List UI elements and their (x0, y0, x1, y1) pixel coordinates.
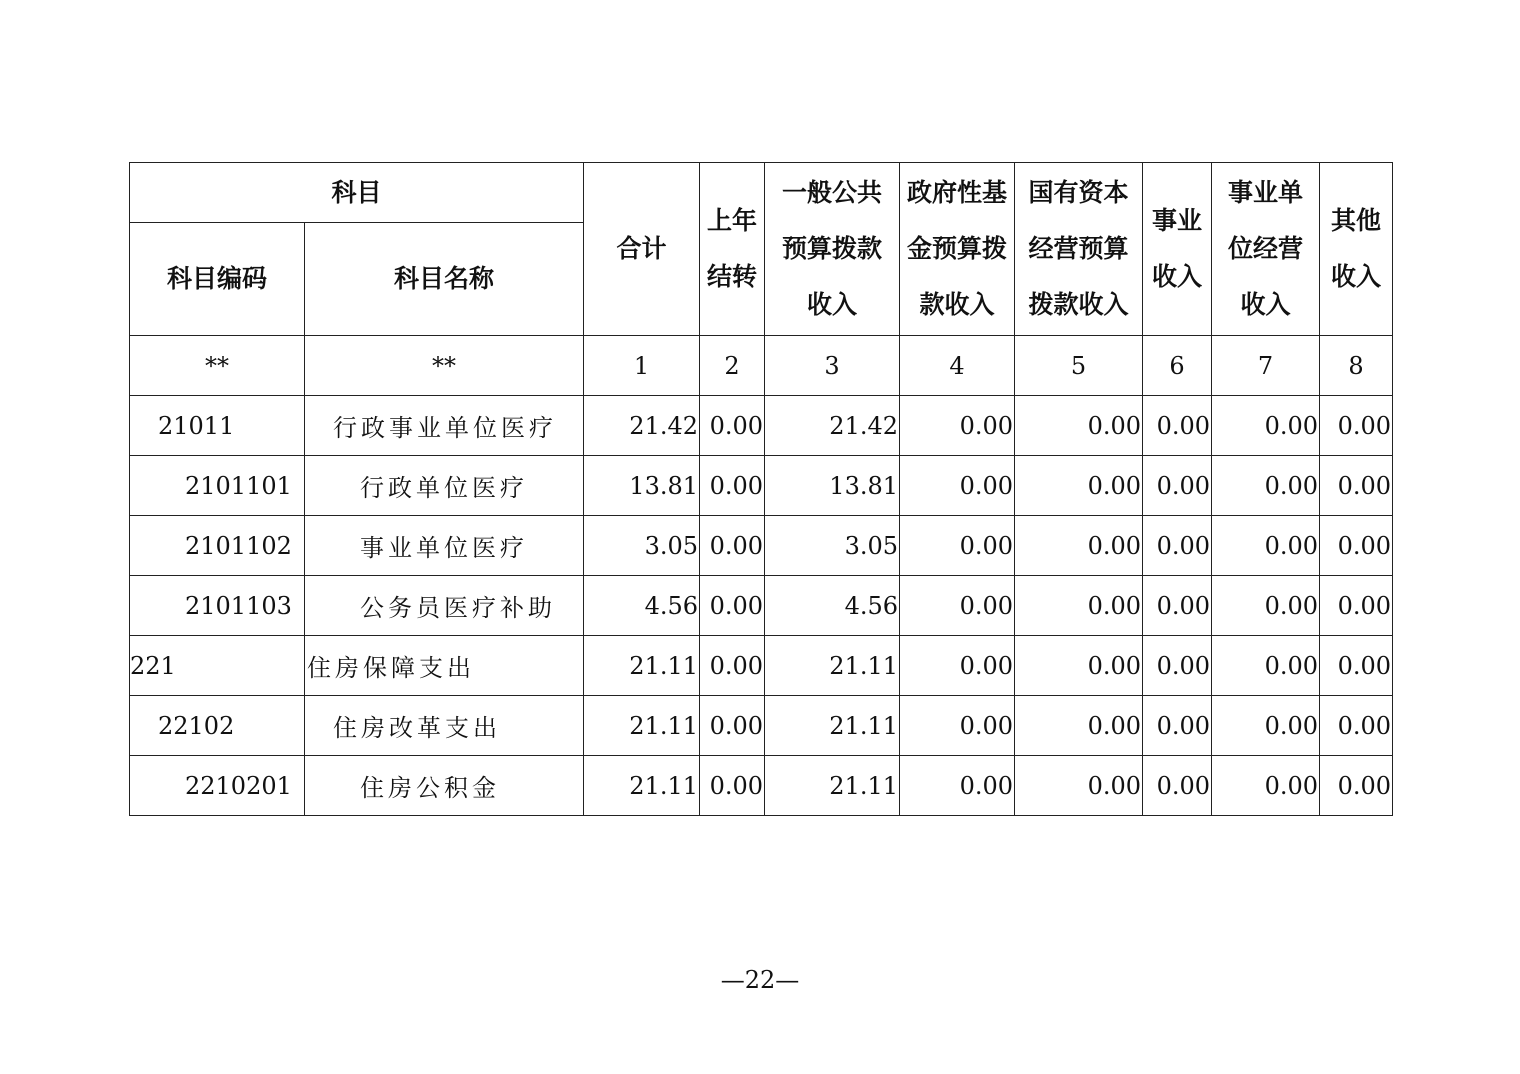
value-cell: 0.00 (1212, 636, 1320, 696)
header-general-budget-line3: 收入 (807, 290, 858, 319)
value-cell: 21.11 (765, 756, 900, 816)
header-total (584, 163, 700, 336)
header-subject-name: 科目名称 (305, 223, 584, 336)
value-cell: 0.00 (1143, 636, 1212, 696)
header-other-income (1320, 163, 1393, 336)
value-cell: 0.00 (900, 756, 1015, 816)
value-cell: 0.00 (1143, 396, 1212, 456)
header-unit-operation-line1: 事业单 (1228, 178, 1304, 207)
subject-name-cell: 住房保障支出 (305, 636, 584, 696)
budget-table (129, 162, 1393, 816)
table-row (130, 456, 1393, 516)
header-state-capital-line2: 经营预算 (1028, 234, 1129, 263)
header-prior-year (700, 163, 765, 336)
value-cell: 0.00 (1212, 456, 1320, 516)
value-cell: 0.00 (900, 696, 1015, 756)
value-cell: 0.00 (900, 456, 1015, 516)
header-state-capital-line3: 拨款收入 (1028, 290, 1129, 319)
value-cell: 0.00 (700, 516, 765, 576)
index-cell: 7 (1212, 336, 1320, 396)
value-cell: 0.00 (900, 396, 1015, 456)
value-cell: 0.00 (700, 396, 765, 456)
header-gov-fund-line1: 政府性基 (907, 178, 1008, 207)
value-cell: 0.00 (700, 636, 765, 696)
subject-code-cell: 21011 (130, 396, 305, 456)
subject-name-cell: 住房改革支出 (305, 696, 584, 756)
header-business-income-line1: 事业 (1152, 206, 1203, 235)
subject-code-cell: 221 (130, 636, 305, 696)
header-gov-fund-line2: 金预算拨 (907, 234, 1008, 263)
header-general-budget (765, 163, 900, 336)
value-cell: 0.00 (1212, 756, 1320, 816)
value-cell: 0.00 (1143, 756, 1212, 816)
value-cell: 13.81 (765, 456, 900, 516)
value-cell: 3.05 (584, 516, 700, 576)
header-state-capital-line1: 国有资本 (1028, 178, 1129, 207)
header-prior-year-line2: 结转 (707, 262, 758, 291)
subject-name-cell: 行政事业单位医疗 (305, 396, 584, 456)
header-prior-year-line1: 上年 (707, 206, 758, 235)
value-cell: 0.00 (900, 576, 1015, 636)
value-cell: 0.00 (1320, 456, 1393, 516)
subject-code-cell: 2101101 (130, 456, 305, 516)
value-cell: 0.00 (700, 456, 765, 516)
index-row (130, 336, 1393, 396)
value-cell: 21.11 (584, 636, 700, 696)
value-cell: 0.00 (1015, 696, 1143, 756)
value-cell: 4.56 (765, 576, 900, 636)
subject-code-cell: 2101102 (130, 516, 305, 576)
header-other-income-line2: 收入 (1331, 262, 1382, 291)
subject-name-cell: 住房公积金 (305, 756, 584, 816)
value-cell: 0.00 (1143, 456, 1212, 516)
index-cell: ** (305, 336, 584, 396)
header-gov-fund (900, 163, 1015, 336)
value-cell: 0.00 (1320, 576, 1393, 636)
value-cell: 3.05 (765, 516, 900, 576)
value-cell: 21.11 (765, 636, 900, 696)
table-row (130, 576, 1393, 636)
header-gov-fund-line3: 款收入 (919, 290, 995, 319)
value-cell: 0.00 (700, 696, 765, 756)
subject-name-cell: 事业单位医疗 (305, 516, 584, 576)
subject-code-cell: 2101103 (130, 576, 305, 636)
value-cell: 4.56 (584, 576, 700, 636)
header-unit-operation-line2: 位经营 (1228, 234, 1304, 263)
value-cell: 0.00 (700, 576, 765, 636)
index-cell: 3 (765, 336, 900, 396)
header-general-budget-line1: 一般公共 (782, 178, 883, 207)
header-subject: 科目 (130, 163, 584, 223)
header-business-income-line2: 收入 (1152, 262, 1203, 291)
index-cell: 2 (700, 336, 765, 396)
subject-code-cell: 2210201 (130, 756, 305, 816)
value-cell: 0.00 (1015, 636, 1143, 696)
value-cell: 0.00 (1212, 516, 1320, 576)
value-cell: 0.00 (1143, 576, 1212, 636)
value-cell: 0.00 (1212, 396, 1320, 456)
value-cell: 0.00 (1212, 576, 1320, 636)
value-cell: 0.00 (1212, 696, 1320, 756)
subject-name-cell: 行政单位医疗 (305, 456, 584, 516)
header-total-line: 合计 (616, 234, 667, 263)
value-cell: 0.00 (1320, 636, 1393, 696)
value-cell: 0.00 (1015, 576, 1143, 636)
value-cell: 0.00 (1015, 456, 1143, 516)
value-cell: 21.11 (584, 756, 700, 816)
value-cell: 0.00 (1015, 396, 1143, 456)
value-cell: 0.00 (900, 636, 1015, 696)
header-business-income (1143, 163, 1212, 336)
value-cell: 0.00 (900, 516, 1015, 576)
table-row (130, 516, 1393, 576)
value-cell: 13.81 (584, 456, 700, 516)
value-cell: 0.00 (1320, 396, 1393, 456)
index-cell: 1 (584, 336, 700, 396)
header-unit-operation-line3: 收入 (1240, 290, 1291, 319)
header-unit-operation (1212, 163, 1320, 336)
table-row (130, 636, 1393, 696)
value-cell: 21.42 (765, 396, 900, 456)
index-cell: 6 (1143, 336, 1212, 396)
header-general-budget-line2: 预算拨款 (782, 234, 883, 263)
table-row (130, 756, 1393, 816)
value-cell: 21.42 (584, 396, 700, 456)
header-subject-code: 科目编码 (130, 223, 305, 336)
header-state-capital (1015, 163, 1143, 336)
index-cell: 8 (1320, 336, 1393, 396)
subject-name-cell: 公务员医疗补助 (305, 576, 584, 636)
value-cell: 21.11 (584, 696, 700, 756)
page-number: —22— (720, 966, 800, 994)
value-cell: 0.00 (1143, 516, 1212, 576)
value-cell: 0.00 (1320, 516, 1393, 576)
subject-code-cell: 22102 (130, 696, 305, 756)
table-row (130, 396, 1393, 456)
index-cell: 4 (900, 336, 1015, 396)
value-cell: 0.00 (1143, 696, 1212, 756)
value-cell: 0.00 (1320, 696, 1393, 756)
value-cell: 0.00 (700, 756, 765, 816)
index-cell: 5 (1015, 336, 1143, 396)
header-other-income-line1: 其他 (1331, 206, 1382, 235)
table-row (130, 696, 1393, 756)
value-cell: 0.00 (1320, 756, 1393, 816)
index-cell: ** (130, 336, 305, 396)
value-cell: 0.00 (1015, 516, 1143, 576)
value-cell: 0.00 (1015, 756, 1143, 816)
value-cell: 21.11 (765, 696, 900, 756)
